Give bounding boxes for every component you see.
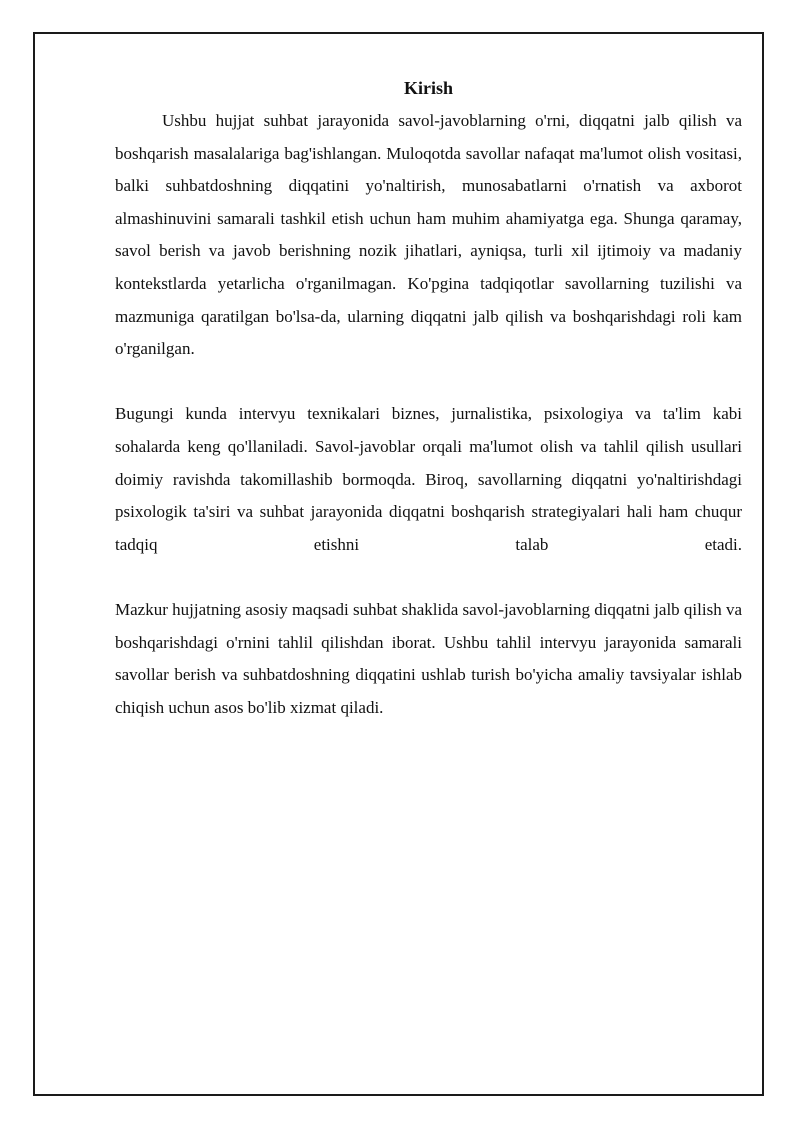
document-title: Kirish	[403, 78, 453, 98]
paragraph-interview-techniques: Bugungi kunda intervyu texnikalari biznes, jurnalistika, psixologiya va ta'lim kabi sohalarda keng qo'llaniladi. Savol-javoblar orqali ma'lumot olish va tahlil qilish usullari doimiy ravishda takomillashib bormoqda. Biroq, savollarning diqqatni yo'naltirishdagi psixologik ta'siri va suhbat jarayonida diqqatni boshqarish strategiyalari hali ham chuqur tadqiq etishni talab etadi.	[115, 404, 742, 554]
paragraph-intro: Ushbu hujjat suhbat jarayonida savol-javoblarning o'rni, diqqatni jalb qilish va boshqarish masalalariga bag'ishlangan. Muloqotda savollar nafaqat ma'lumot olish vositasi, balki suhbatdoshning diqqatini yo'naltirish, munosabatlarni o'rnatish va axborot almashinuvini samarali tashkil etish uchun ham muhim ahamiyatga ega. Shunga qaramay, savol berish va javob berishning nozik jihatlari, ayniqsa, turli xil ijtimoiy va madaniy kontekstlarda yetarlicha o'rganilmagan. Ko'pgina tadqiqotlar savollarning tuzilishi va mazmuniga qaratilgan bo'lsa-da, ularning diqqatni jalb qilish va boshqarishdagi roli kam o'rganilgan.	[115, 111, 742, 359]
paragraph-purpose: Mazkur hujjatning asosiy maqsadi suhbat shaklida savol-javoblarning diqqatni jalb qilish va boshqarishdagi o'rnini tahlil qilishdan iborat. Ushbu tahlil intervyu jarayonida samarali savollar berish va suhbatdoshning diqqatini ushlab turish bo'yicha amaliy tavsiyalar ishlab chiqish uchun asos bo'lib xizmat qiladi.	[115, 599, 742, 717]
document-body	[115, 74, 742, 724]
